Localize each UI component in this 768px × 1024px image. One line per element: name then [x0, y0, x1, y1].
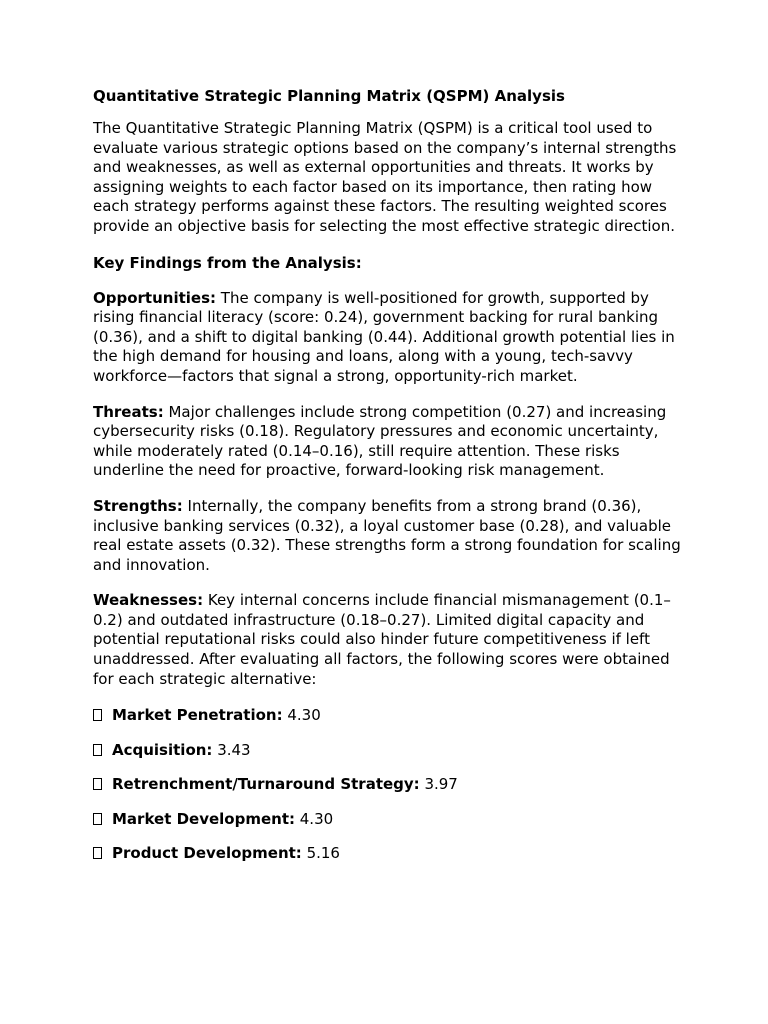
score-label: Market Development: — [112, 809, 295, 828]
checkbox-glyph-icon — [93, 744, 102, 756]
score-value: 4.30 — [282, 706, 321, 725]
section-opportunities — [93, 289, 685, 387]
score-label: Retrenchment/Turnaround Strategy: — [112, 775, 420, 794]
score-value: 3.43 — [212, 740, 251, 759]
list-item — [93, 774, 685, 794]
section-text: Internally, the company benefits from a strong brand (0.36), inclusive banking services (0.32), a loyal customer base (0.28), and valuable real estate assets (0.32). These strengths form a strong foundation for scaling and innovation. — [93, 496, 681, 574]
section-label: Weaknesses: — [93, 591, 204, 610]
list-item — [93, 705, 685, 725]
section-text: The company is well-positioned for growth, supported by rising financial literacy (score: 0.24), government backing for rural banking (0.36), and a shift to digital banking (0.44). Additional growth potential lies in the high demand for housing and loans, along with a young, tech-savvy workforce—factors that signal a strong, opportunity-rich market. — [93, 288, 675, 385]
section-text: Key internal concerns include financial mismanagement (0.1–0.2) and outdated infrastructure (0.18–0.27). Limited digital capacity and potential reputational risks could also hinder future competitiveness if left unaddressed. After evaluating all factors, the following scores were obtained for each strategic alternative: — [93, 591, 671, 688]
score-label: Market Penetration: — [112, 706, 283, 725]
score-label: Product Development: — [112, 844, 302, 863]
key-findings-heading: Key Findings from the Analysis: — [93, 253, 362, 272]
section-text: Major challenges include strong competition (0.27) and increasing cybersecurity risks (0.18). Regulatory pressures and economic uncertainty, while moderately rated (0.14–0.16), still require attention. These risks underline the need for proactive, forward-looking risk management. — [93, 402, 667, 480]
section-strengths — [93, 497, 685, 575]
checkbox-glyph-icon — [93, 847, 102, 859]
score-value: 4.30 — [295, 809, 334, 828]
section-weaknesses — [93, 591, 685, 689]
checkbox-glyph-icon — [93, 778, 102, 790]
checkbox-glyph-icon — [93, 813, 102, 825]
list-item — [93, 843, 685, 863]
list-item — [93, 809, 685, 829]
intro-paragraph: The Quantitative Strategic Planning Matrix (QSPM) is a critical tool used to evaluate various strategic options based on the company’s internal strengths and weaknesses, as well as external opportunities and threats. It works by assigning weights to each factor based on its importance, then rating how each strategy performs against these factors. The resulting weighted scores provide an objective basis for selecting the most effective strategic direction. — [93, 119, 677, 235]
document-page — [93, 84, 685, 878]
score-value: 5.16 — [301, 844, 340, 863]
strategy-scores-list — [93, 705, 685, 863]
section-threats — [93, 403, 685, 481]
score-label: Acquisition: — [112, 740, 213, 759]
list-item — [93, 740, 685, 760]
section-label: Opportunities: — [93, 288, 217, 307]
checkbox-glyph-icon — [93, 709, 102, 721]
section-label: Threats: — [93, 402, 164, 421]
section-label: Strengths: — [93, 496, 183, 515]
score-value: 3.97 — [419, 775, 458, 794]
document-title: Quantitative Strategic Planning Matrix (QSPM) Analysis — [93, 87, 565, 105]
